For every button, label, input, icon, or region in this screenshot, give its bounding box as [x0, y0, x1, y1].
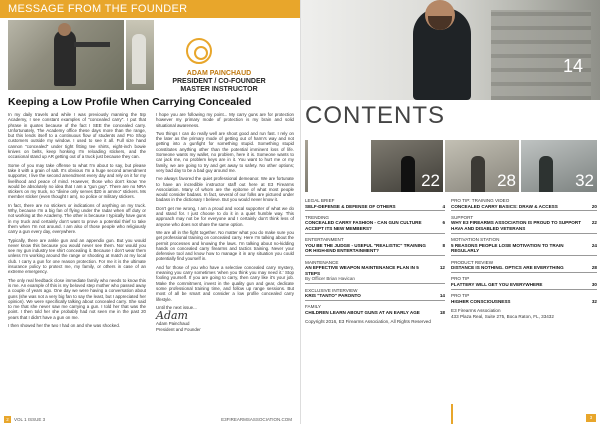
sign-title: President and Founder [156, 326, 201, 332]
toc-item[interactable] [451, 198, 597, 211]
toc-heading: DISTANCE IS NOTHING. OPTICS ARE EVERYTHING [451, 265, 564, 271]
toc-heading: AN EFFECTIVE WEAPON MAINTENANCE PLAN IN 5 STEPS [305, 265, 419, 276]
toc-category: SUPPORT [451, 214, 474, 220]
shooter-arm [74, 42, 110, 47]
divider [305, 255, 445, 256]
paragraph: And for those of you who have a selective concealed carry mystery, meaning you carry sometimes 'when you think you may need it.' Stop fooling yourself. If you are going to carry, then carry like it's your job. Make the commitment, invest in the quality gun and gear, dedicate some professional training time, and follow up range sessions. But most of all be smart and consider a low profile concealed carry lifestyle. [156, 264, 294, 302]
toc-category: MOTIVATION STATION [451, 237, 500, 243]
toc-heading: 5 REASONS PEOPLE LOSE MOTIVATION TO TRAIN REGULARLY [451, 242, 564, 254]
author-name: ADAM PAINCHAUD [186, 70, 252, 77]
website-link[interactable]: E3FIREARMSASSOCIATION.COM [221, 417, 292, 422]
feature-photo[interactable] [521, 140, 597, 192]
hero-page-number[interactable]: 14 [563, 56, 584, 76]
feature-photo-strip [305, 140, 597, 192]
paragraph: I then showed her the two I had on and she was shocked. [8, 322, 121, 328]
paragraph: We are all in the fight together. No matter what you do make sure you get professional training on concealed carry. Here I'm talking about the permit processes and knowing the laws. I'm talking about no-kidding hands on concealed carry firearms and tactics training. Never your defensive tool and know how to manage it in any situation you could potentially find yourself in. [156, 229, 294, 262]
shooter-photo [8, 20, 124, 90]
toc-heading: FLATTERY WILL GET YOU EVERYWHERE [451, 281, 543, 287]
toc-column-right [451, 198, 597, 319]
toc-item[interactable] [305, 237, 445, 255]
toc-page: 28 [591, 265, 597, 271]
paragraph: I've always favored the quiet professional demeanor. We are fortunate to have an incredible instructor staff out here at E3 Firearms Association. Many of whom are the epitome of what most people would consider badass. In fact, several of our folks are pictured under badass in the dictionary I believe. But you would never know it. [156, 176, 294, 203]
article-column-1 [8, 112, 146, 331]
paragraph: Two things I can do really well are shoot good and run fast. I rely on the later as the primary mode of getting out of harm's way and not getting into a gunfight for something stupid. Something stupid constitutes anything other than the potential imminent loss of life. Someone wants my wallet, no problem, here it is. Someone wants to car jack me, no problem keys are in it. You want to hurt me or my family, we are going to try and get away to safety. No other options; very bad day to be a bad guy around me. [156, 130, 294, 173]
toc-page: 20 [591, 203, 597, 209]
toc-category: MAINTENANCE [305, 259, 339, 265]
author-role-2: MASTER INSTRUCTOR [180, 86, 258, 93]
shooter-head [58, 23, 71, 36]
divider [305, 300, 445, 301]
toc-heading: HIGHER CONSCIOUSNESS [451, 298, 511, 304]
photo-figure [471, 156, 485, 192]
feature-photo[interactable] [445, 140, 519, 192]
toc-page: 22 [591, 220, 597, 226]
paragraph: Some of you may take offense to what I'm about to say, but please take it with a grain of salt. It's obvious I'm a huge second amendment supporter, I live the second amendment every day and rely on it for my livelihood and peace of mind. However, those who don't know 'me would be absolutely no idea that I am a "gun guy". There are no NRA stickers on my truck, no "divine only serves $20 in ammo" stickers. Ms member sticker (even thought I am), no police or military stickers. [8, 162, 146, 200]
volume-label: VOL 1 ISSUE 3 [14, 417, 46, 422]
toc-item[interactable] [451, 237, 597, 255]
divider [451, 272, 597, 273]
feature-photo[interactable] [305, 140, 369, 192]
contents-title: CONTENTS [305, 102, 445, 129]
divider [451, 233, 597, 234]
toc-page: 24 [591, 242, 597, 248]
toc-page: 6 [442, 220, 445, 226]
toc-page: 32 [591, 298, 597, 304]
toc-heading: WHY E3 FIREARMS ASSOCIATION IS PROUD TO SUPPORT HAVA AND DISABLED VETERANS [451, 220, 581, 231]
toc-heading: YOU BE THE JUDGE - USEFUL "REALISTIC" TRAINING OR HIGH-END ENTERTAINMENT? [305, 242, 426, 254]
toc-category: PRO TIP [451, 293, 470, 299]
divider [305, 233, 445, 234]
toc-column-left [305, 198, 445, 325]
author-role-1: PRESIDENT / CO-FOUNDER [172, 78, 266, 85]
shooter-figure [54, 30, 76, 86]
feature-page-number: 08 [308, 140, 369, 192]
toc-item[interactable] [451, 276, 597, 289]
toc-item[interactable] [305, 304, 445, 315]
feature-page-number: 22 [421, 171, 440, 190]
sign-name: Adam Painchaud [156, 321, 190, 327]
paragraph: The only real feedback close immediate family who needs to know this is me. An example of this is my beloved step mother who passed away a couple of years ago. One day we were having a conversation about guns (she was not a very big fan to say the least, but I appreciated her opinion). We were specifically talking about concealed carry. She said to me that she never saw me carrying a gun. I told her that was the point. I then told her she probably had not seen me in the past 20 years that I didn't have a gun on me. [8, 277, 146, 320]
toc-page: 4 [442, 203, 445, 209]
author-block [146, 70, 292, 94]
page-header-bar [0, 0, 300, 18]
photo-figure [539, 156, 553, 192]
toc-page: 18 [439, 309, 445, 315]
e3-logo-icon [186, 38, 212, 64]
divider [451, 255, 597, 256]
publisher-address: 433 Plaza Real, Suite 275, Boca Raton, FL, 33432 [451, 313, 554, 319]
toc-page: 30 [591, 281, 597, 287]
toc-item[interactable] [451, 260, 597, 273]
page-number: 2 [4, 416, 11, 423]
toc-category: ENTERTAINMENT [305, 237, 344, 243]
divider [451, 289, 597, 290]
toc-item[interactable] [305, 260, 445, 284]
photo-figure [401, 156, 415, 192]
toc-category: LEGAL BRIEF [305, 198, 335, 203]
page-footer [0, 414, 300, 424]
copyright-notice: Copyright 2016, E3 Firearms Association, All Rights Reserved [305, 319, 431, 325]
feature-photo[interactable] [371, 140, 443, 192]
paragraph: Don't get me wrong, I am a proud and vocal supporter of what we do and stand for. I just choose to do it in a quiet humble way. This approach may not be for everyone and I certainly don't think less of anyone who does not share the same option. [156, 205, 294, 227]
paragraph: I hope you are following my point... My carry guns are for protection however my primary mode of protection is my brain and solid situational awareness. [156, 112, 294, 128]
toc-category: PRO TIP: TRAINING VIDEO [451, 198, 510, 203]
toc-item[interactable] [451, 293, 597, 304]
page-title: MESSAGE FROM THE FOUNDER [8, 3, 188, 15]
divider [305, 210, 445, 211]
feature-page-number: 32 [575, 171, 594, 190]
hero-background [491, 10, 591, 100]
toc-item[interactable] [451, 215, 597, 233]
divider [305, 283, 445, 284]
article-body [8, 112, 294, 408]
feature-page-number: 28 [497, 171, 516, 190]
toc-item[interactable] [305, 215, 445, 233]
page-number: 3 [586, 414, 596, 422]
paragraph: In my daily travels and while I was previously manning the 5Ip Academy, I see constant examples of "concealed carry". I put that phrase in quotes because of the fact I SEE the concealed carry. Unfortunately, The Academy office these days more than the range, but this lends itself to a continuous flow of students and Pro Shop customers outside my window. I used to see it all. Full size hand cannon "concealed" under tight fitting tee shirts, eight-inch bowie knives on belts, keep honking I'm reloading stickers, and the occasional stand up AR getting out of a truck just because they can. [8, 112, 146, 160]
toc-item[interactable] [305, 288, 445, 301]
hero-photo [301, 0, 600, 100]
toc-category: PRODUCT REVIEW [451, 259, 494, 265]
divider [451, 210, 597, 211]
toc-heading: KRIS "TANTO" PARONTO [305, 293, 361, 299]
paragraph: Typically, there are ankle gun and an appendix gun. But you would never know this because you would never see them. Nor would you see my gun industry tee shirt concealing it. Because I don't wear them unless I'm working around the range or shooting at match at my local club. I carry a gun for one reason protection. For me it is the ultimate insurance policy to protect me, my family, or others in case of an extreme emergency. [8, 237, 146, 275]
toc-page: 8 [442, 242, 445, 248]
toc-category: EXCLUSIVE INTERVIEW [305, 287, 358, 293]
paragraph: In fact, there are no stickers or indications of anything on my truck. Why, because I'm a big fan of flying under the radar when off duty or not working at the Academy. The other is because I typically have guns in my truck and certainly don't want to prove a potential thief to take them when I'm not around. I am also of those people who religiously carry a gun every day, everywhere. [8, 202, 146, 235]
article-column-2 [156, 112, 294, 332]
toc-heading: CONCEALED CARRY BASICS: DRAW & ACCESS [451, 203, 558, 209]
paragraph: Until the next issue... [156, 304, 197, 310]
toc-heading: CONCEALED CARRY FASHION - CAN GUN CULTURE ACCEPT ITS NEW MEMBERS? [305, 220, 422, 231]
toc-byline: By Officer Brian Havican [305, 276, 355, 282]
article-title: Keeping a Low Profile When Carrying Concealed [8, 96, 252, 108]
toc-heading: CHILDREN LEARN ABOUT GUNS AT AN EARLY AGE [305, 309, 420, 315]
toc-category: FAMILY [305, 304, 321, 310]
toc-heading: SELF-DEFENSE & DEFENSE OF OTHERS [305, 203, 396, 209]
toc-page: 14 [439, 293, 445, 299]
signature: Adam [156, 309, 188, 323]
toc-item[interactable] [305, 198, 445, 211]
publisher-name: E3 Firearms Association [451, 308, 501, 314]
toc-page: 12 [439, 265, 445, 271]
author-figure [132, 34, 146, 84]
toc-category: PRO TIP [451, 276, 470, 282]
divider [451, 404, 453, 424]
toc-category: TRENDING [305, 214, 329, 220]
right-page [300, 0, 600, 424]
